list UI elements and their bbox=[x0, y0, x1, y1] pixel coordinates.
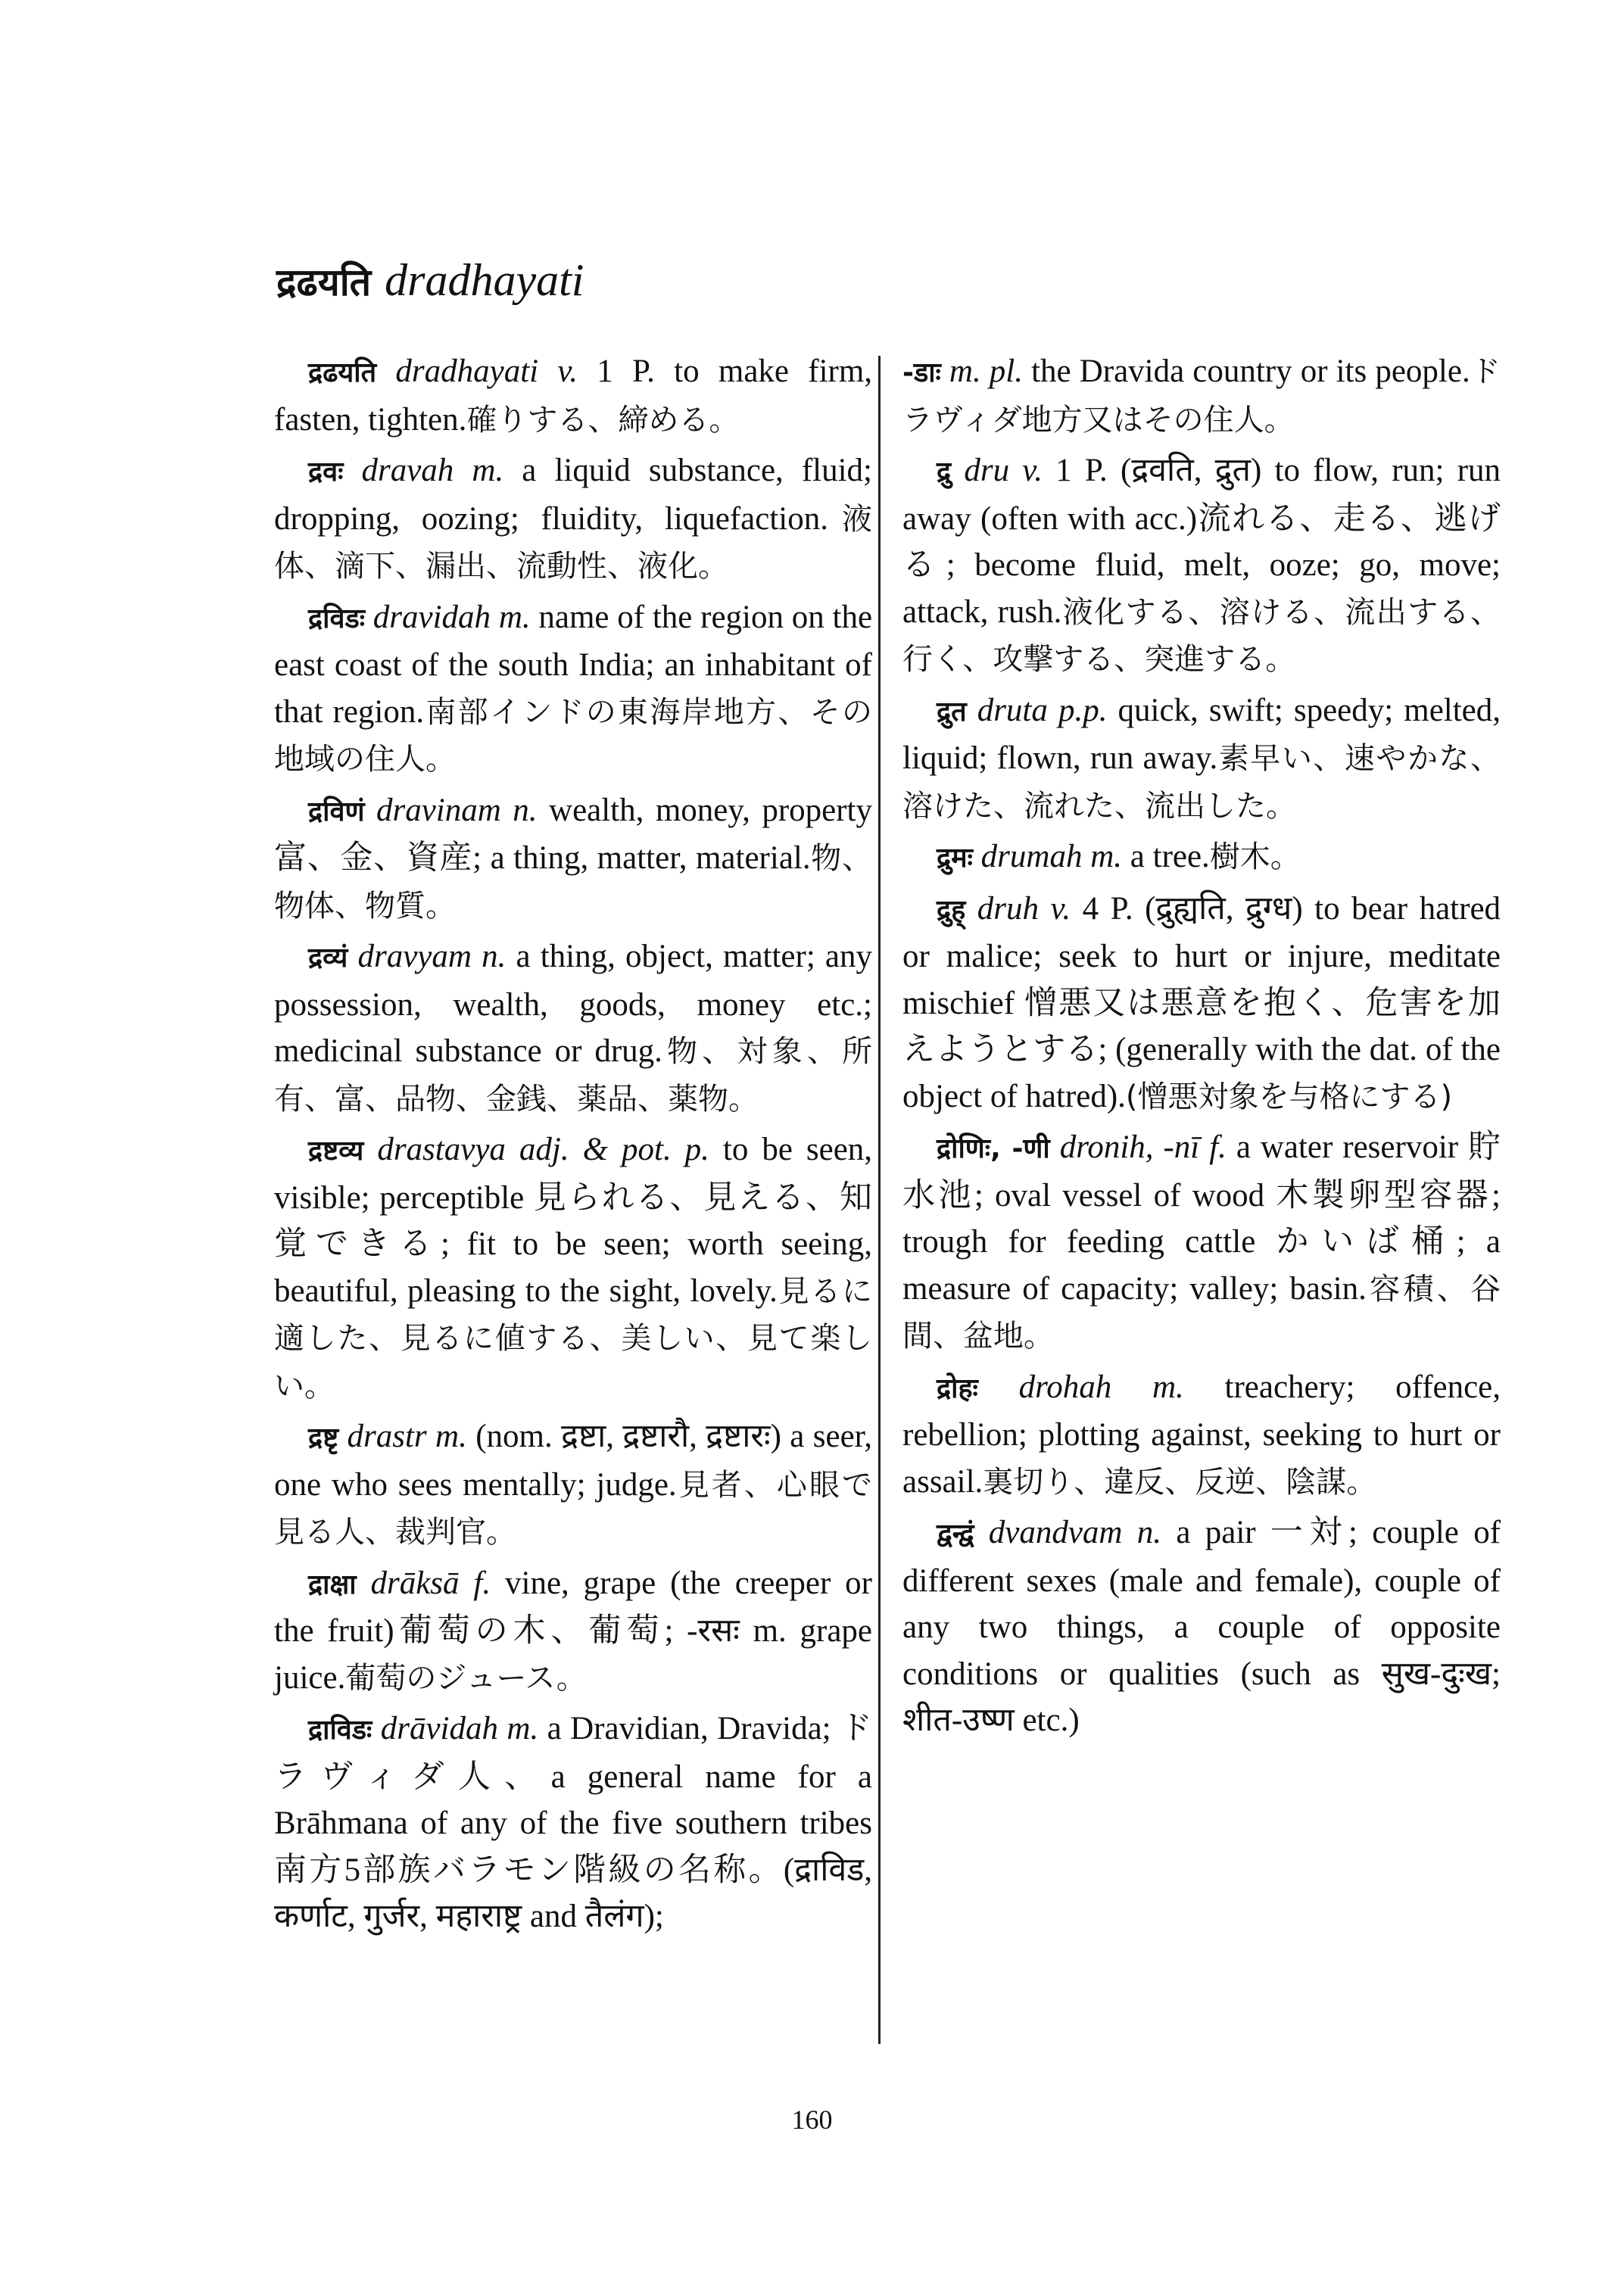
entry-japanese: 確りする、締める。 bbox=[466, 402, 740, 438]
entry-japanese: 液体、滴下、漏出、流動性、液化。 bbox=[274, 501, 873, 584]
header-headword: द्रढयति bbox=[276, 260, 372, 304]
entry-japanese: 裏切り、違反、反逆、陰謀。 bbox=[983, 1464, 1377, 1500]
dictionary-entry bbox=[902, 886, 1501, 1121]
entry-translit: druh bbox=[977, 890, 1039, 927]
entry-grammar: f. bbox=[1209, 1129, 1227, 1165]
right-column bbox=[902, 348, 1501, 1749]
entry-japanese: (憎悪対象を与格にする) bbox=[1125, 1079, 1453, 1114]
entry-definition: 4 P. (द्रुह्यति, द्रुग्ध) to bear hatred or malice; seek to hurt or injure, meditate mischief 憎悪又は悪意を抱く、危害を加えようとする; (generally with the dat. of the object of hatred). bbox=[902, 890, 1501, 1114]
entry-grammar: m. bbox=[472, 453, 504, 488]
dictionary-entry bbox=[902, 348, 1501, 444]
entry-translit: drastavya bbox=[377, 1132, 506, 1167]
entry-japanese: 見者、心眼で見る人、裁判官。 bbox=[274, 1467, 873, 1550]
dictionary-entry bbox=[902, 833, 1501, 882]
entry-definition: quick, swift; speedy; melted, liquid; flown, run away. bbox=[902, 692, 1501, 776]
dictionary-entry bbox=[902, 1364, 1501, 1506]
entry-headword: -डाः bbox=[902, 357, 941, 388]
entry-grammar: p.p. bbox=[1058, 692, 1108, 728]
entry-translit: dravinam bbox=[376, 792, 501, 828]
entry-grammar: m. pl. bbox=[949, 354, 1023, 389]
entry-headword: द्रव्यं bbox=[308, 942, 348, 974]
entry-translit: dvandvam bbox=[988, 1515, 1123, 1550]
entry-definition: a water reservoir 貯水池; oval vessel of wood 木製卵型容器; trough for feeding cattle かいば桶; a measure of capacity; valley; basin. bbox=[902, 1129, 1501, 1307]
entry-japanese: 容積、谷間、盆地。 bbox=[902, 1271, 1501, 1354]
left-column bbox=[274, 348, 872, 1945]
entry-translit: drastr bbox=[347, 1419, 427, 1454]
entry-headword: द्रुत bbox=[937, 696, 967, 727]
entry-translit: drāvidah bbox=[380, 1711, 498, 1746]
dictionary-entry bbox=[274, 447, 872, 590]
entry-grammar: adj. & pot. p. bbox=[519, 1132, 709, 1167]
entry-headword: द्रोहः bbox=[937, 1372, 978, 1404]
entry-definition: a thing, object, matter; any possession, wealth, goods, money etc.; medicinal substance or drug. bbox=[274, 939, 873, 1069]
entry-definition: a tree. bbox=[1130, 839, 1210, 874]
entry-japanese: 見るに適した、見るに値する、美しい、見て楽しい。 bbox=[274, 1273, 873, 1404]
entry-definition: a pair 一対; couple of different sexes (male and female), couple of any two things, a couple of opposite conditions or qualities (such as सुख-दुःख; शीत-उष्ण etc.) bbox=[902, 1515, 1501, 1738]
entry-headword: द्रवः bbox=[308, 456, 344, 488]
entry-japanese: 物、物体、物質。 bbox=[274, 841, 872, 924]
dictionary-entry bbox=[902, 1509, 1501, 1745]
entry-definition: 1 P. to make firm, fasten, tighten. bbox=[274, 354, 873, 438]
entry-headword: द्रष्टृ bbox=[308, 1422, 339, 1453]
entry-translit: dru bbox=[964, 453, 1010, 488]
entry-headword: द्रष्टव्य bbox=[308, 1136, 364, 1167]
entry-headword: द्रविणं bbox=[308, 796, 365, 827]
entry-headword: द्राक्षा bbox=[308, 1569, 357, 1600]
column-divider bbox=[878, 356, 881, 2044]
page-number: 160 bbox=[791, 2105, 833, 2135]
entry-japanese: 液化する、溶ける、流出する、行く、攻撃する、突進する。 bbox=[902, 594, 1501, 677]
entry-grammar: n. bbox=[513, 792, 538, 828]
dictionary-entry bbox=[274, 348, 872, 444]
page-header bbox=[276, 250, 584, 313]
entry-grammar: v. bbox=[1022, 453, 1043, 488]
entry-definition: to be seen, visible; perceptible 見られる、見える、知覚できる; fit to be seen; worth seeing, beautiful, pleasing to the sight, lovely. bbox=[274, 1132, 873, 1309]
entry-headword: द्राविडः bbox=[308, 1715, 372, 1746]
entry-grammar: m. bbox=[498, 599, 531, 635]
entry-grammar: v. bbox=[1050, 890, 1071, 927]
entry-grammar: n. bbox=[1136, 1515, 1162, 1550]
entry-japanese: 樹木。 bbox=[1209, 840, 1301, 874]
entry-translit: drāksā bbox=[370, 1565, 460, 1601]
entry-headword: द्रोणिः, -णी bbox=[937, 1133, 1050, 1164]
entry-japanese: ドラヴィダ地方又はその住人。 bbox=[902, 354, 1501, 438]
entry-grammar: v. bbox=[557, 354, 578, 389]
entry-translit: dravah bbox=[361, 453, 454, 488]
dictionary-entry bbox=[902, 447, 1501, 684]
entry-definition: vine, grape (the creeper or the fruit)葡萄の木、葡萄; -रसः m. grape juice. bbox=[274, 1565, 872, 1696]
entry-translit: drohah bbox=[1018, 1369, 1112, 1405]
dictionary-entry bbox=[274, 1706, 872, 1941]
entry-definition: a liquid substance, fluid; dropping, oozing; fluidity, liquefaction. bbox=[274, 453, 873, 537]
entry-translit: drumah bbox=[980, 839, 1083, 874]
entry-definition: 1 P. (द्रवति, द्रुत) to flow, run; run away (often with acc.)流れる、走る、逃げる; become fluid, melt, ooze; go, move; attack, rush. bbox=[902, 453, 1501, 630]
entry-japanese: 南部インドの東海岸地方、その地域の住人。 bbox=[274, 694, 872, 777]
entry-grammar: m. bbox=[435, 1419, 467, 1454]
entry-headword: द्रढयति bbox=[308, 357, 377, 388]
entry-headword: द्रविडः bbox=[308, 603, 365, 634]
entry-translit: dronih, -nī bbox=[1059, 1129, 1200, 1165]
entry-grammar: m. bbox=[1090, 839, 1123, 874]
dictionary-entry bbox=[274, 933, 872, 1123]
dictionary-entry bbox=[274, 1413, 872, 1556]
entry-translit: dravyam bbox=[357, 939, 472, 974]
dictionary-entry bbox=[902, 687, 1501, 830]
entry-definition: a Dravidian, Dravida; ドラヴィダ人、a general name for a Brāhmana of any of the five southern tribes 南方5部族バラモン階級の名称。(द्राविड, कर्णाट, गुर्जर, महाराष्ट्र and तैलंग); bbox=[274, 1711, 873, 1934]
entry-translit: druta bbox=[977, 692, 1048, 728]
entry-headword: द्रुमः bbox=[937, 843, 973, 874]
dictionary-entry bbox=[902, 1124, 1501, 1360]
dictionary-entry bbox=[274, 1560, 872, 1703]
entry-translit: dravidah bbox=[372, 599, 491, 635]
entry-headword: द्रुह् bbox=[937, 894, 966, 926]
entry-headword: द्वन्द्वं bbox=[937, 1519, 974, 1550]
entry-definition: the Dravida country or its people. bbox=[1031, 354, 1470, 389]
entry-definition: treachery; offence, rebellion; plotting against, seeking to hurt or assail. bbox=[902, 1369, 1501, 1500]
header-translit: dradhayati bbox=[385, 255, 584, 305]
dictionary-entry bbox=[274, 594, 872, 784]
dictionary-entry bbox=[274, 1126, 872, 1410]
entry-grammar: m. bbox=[507, 1711, 539, 1746]
entry-headword: द्रु bbox=[937, 456, 952, 488]
entry-japanese: 葡萄のジュース。 bbox=[345, 1660, 587, 1696]
entry-translit: dradhayati bbox=[395, 354, 539, 389]
entry-grammar: n. bbox=[482, 939, 507, 974]
entry-grammar: m. bbox=[1152, 1369, 1184, 1405]
entry-grammar: f. bbox=[473, 1565, 491, 1601]
entry-japanese: 素早い、速やかな、溶けた、流れた、流出した。 bbox=[902, 741, 1501, 824]
entry-definition: (nom. द्रष्टा, द्रष्टारौ, द्रष्टारः) a seer, one who sees mentally; judge. bbox=[274, 1419, 873, 1503]
entry-definition: name of the region on the east coast of the south India; an inhabitant of that region. bbox=[274, 599, 873, 730]
entry-japanese: 物、対象、所有、富、品物、金銭、薬品、薬物。 bbox=[274, 1034, 872, 1117]
dictionary-entry bbox=[274, 787, 872, 930]
entry-definition: wealth, money, property 富、金、資産; a thing, matter, material. bbox=[274, 792, 873, 876]
